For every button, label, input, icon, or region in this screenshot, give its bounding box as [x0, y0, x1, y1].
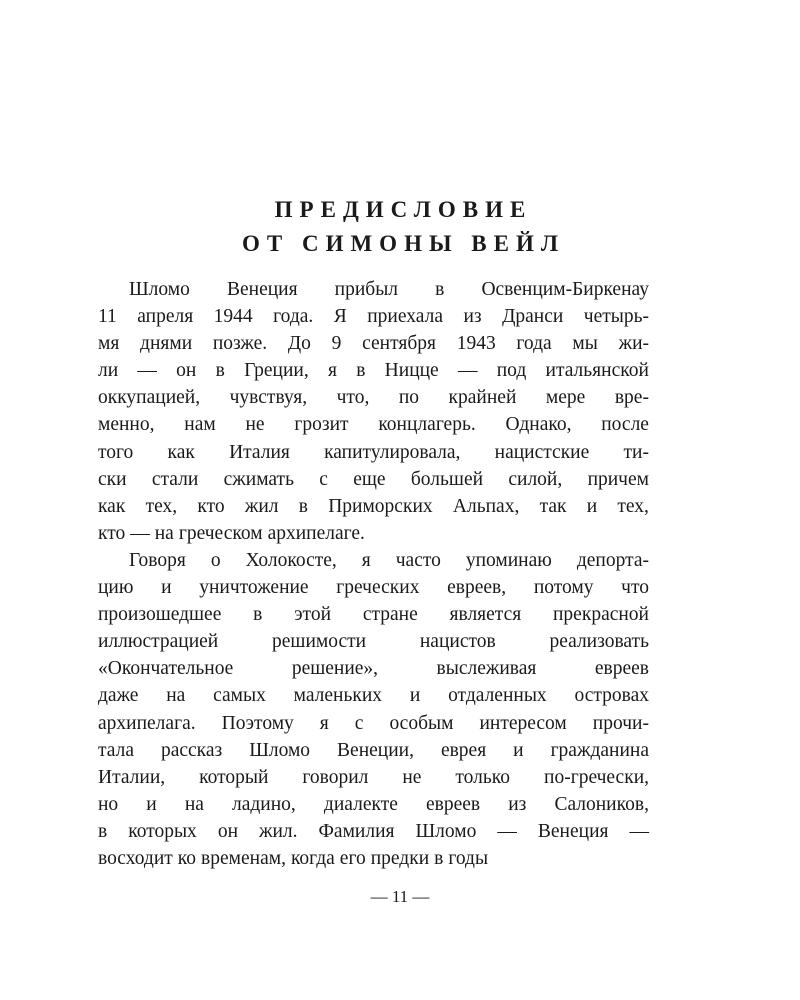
word: тала — [98, 739, 134, 761]
word: силой, — [508, 468, 563, 490]
word: из — [508, 793, 527, 815]
word: Венеция — [537, 820, 609, 842]
word: евреев, — [447, 577, 507, 599]
word: что — [621, 577, 649, 599]
word: До — [287, 333, 311, 355]
word: упоминаю — [465, 549, 552, 571]
text-line — [98, 574, 649, 601]
word: причем — [587, 468, 649, 490]
word: Говоря — [129, 549, 186, 571]
word: Фамилия — [318, 820, 395, 842]
word: 1944 — [213, 306, 253, 328]
word: как — [167, 441, 195, 463]
word: вре- — [614, 387, 649, 409]
word: Шломо — [249, 739, 311, 761]
word: в — [253, 604, 263, 626]
word: года. — [273, 306, 314, 328]
word: ски — [98, 468, 127, 490]
word: архипелага. — [98, 712, 196, 734]
word: прекрасной — [553, 604, 649, 626]
word: итальянской — [545, 360, 649, 382]
word: четырь- — [583, 306, 649, 328]
word: архипелаге. — [267, 522, 365, 544]
word: концлагерь. — [378, 414, 476, 436]
word: тех, — [617, 495, 649, 517]
word: евреев — [425, 793, 481, 815]
text-line — [98, 845, 649, 872]
word: Поэтому — [221, 712, 294, 734]
word: я — [361, 549, 371, 571]
text-line — [98, 303, 649, 330]
word: он — [176, 360, 197, 382]
word: Салоников, — [554, 793, 649, 815]
word: мя — [98, 333, 120, 355]
word: года — [516, 333, 552, 355]
word: решимости — [272, 631, 367, 653]
word: позже. — [212, 333, 268, 355]
word: произошедшее — [98, 604, 222, 626]
text-line — [98, 330, 649, 357]
word: нацистские — [494, 441, 590, 463]
word: кто — [98, 522, 126, 544]
word: под — [496, 360, 527, 382]
word: особым — [389, 712, 454, 734]
word: решение», — [291, 658, 379, 680]
word: и — [409, 685, 421, 707]
word: ти- — [623, 441, 649, 463]
word: рассказ — [160, 739, 223, 761]
word: потому — [533, 577, 594, 599]
text-line — [98, 764, 649, 791]
word: Дранси — [502, 306, 564, 328]
word: иллюстрацией — [98, 631, 219, 653]
word: и — [146, 793, 157, 815]
word: с — [319, 468, 328, 490]
text-line — [98, 466, 649, 493]
word: временам, — [201, 847, 286, 869]
word: ко — [177, 847, 197, 869]
text-line — [98, 628, 649, 655]
word: Италия — [229, 441, 290, 463]
word: так — [539, 495, 567, 517]
word: цию — [98, 577, 134, 599]
word: в — [98, 820, 108, 842]
word: островах — [574, 685, 649, 707]
word: на — [184, 793, 204, 815]
word: прочи- — [592, 712, 649, 734]
text-line — [98, 547, 649, 574]
word: но — [98, 793, 119, 815]
word: по-гречески, — [544, 766, 649, 788]
word: я — [319, 712, 329, 734]
word: восходит — [98, 847, 173, 869]
word: и — [161, 577, 172, 599]
text-line — [98, 737, 649, 764]
word: менно, — [98, 414, 155, 436]
word: Освенцим-Биркенау — [481, 279, 649, 300]
word: стали — [151, 468, 199, 490]
page-number: — 11 — — [370, 887, 430, 906]
word: о — [210, 549, 221, 571]
word: грозит — [294, 414, 349, 436]
word: в — [298, 495, 308, 517]
text-line — [98, 411, 649, 438]
word: этой — [294, 604, 332, 626]
text-line — [98, 655, 649, 682]
word: который — [199, 766, 269, 788]
word: прибыл — [334, 279, 399, 300]
word: греческом — [178, 522, 263, 544]
paragraph — [98, 276, 649, 547]
word: когда — [290, 847, 335, 869]
word: на — [154, 522, 174, 544]
word: ладино, — [232, 793, 296, 815]
text-line — [98, 384, 649, 411]
word: реализовать — [549, 631, 649, 653]
word: которых — [128, 820, 197, 842]
chapter-title — [0, 193, 800, 261]
word: не — [402, 766, 422, 788]
word: и — [586, 495, 598, 517]
word: его — [339, 847, 366, 869]
word: не — [245, 414, 265, 436]
word: даже — [98, 685, 139, 707]
word: приехала — [367, 306, 443, 328]
word: Альпах, — [452, 495, 520, 517]
word: Холокосте, — [245, 549, 337, 571]
word: ли — [98, 360, 119, 382]
word: 1943 — [456, 333, 496, 355]
word: — — [137, 360, 157, 382]
word: — — [457, 360, 478, 382]
word: годы — [448, 847, 489, 869]
word: как — [98, 495, 126, 517]
word: нацистов — [419, 631, 496, 653]
word: мы — [572, 333, 598, 355]
word: Греции, — [244, 360, 309, 382]
paragraph — [98, 547, 649, 872]
word: в — [356, 360, 366, 382]
word: в — [215, 360, 225, 382]
word: тех, — [145, 495, 178, 517]
word: по — [398, 387, 420, 409]
word: большей — [410, 468, 484, 490]
word: евреев — [594, 658, 649, 680]
word: жи- — [618, 333, 649, 355]
word: кто — [197, 495, 225, 517]
text-line — [98, 601, 649, 628]
word: только — [455, 766, 511, 788]
text-line — [98, 818, 649, 845]
word: греческих — [336, 577, 420, 599]
word: на — [166, 685, 186, 707]
word: Я — [333, 306, 347, 328]
word: чувствуя, — [229, 387, 308, 409]
word: нам — [184, 414, 216, 436]
word: в — [434, 847, 444, 869]
word: сентября — [362, 333, 436, 355]
word: маленьких — [293, 685, 383, 707]
word: предки — [370, 847, 430, 869]
word: с — [354, 712, 364, 734]
text-line — [98, 682, 649, 709]
word: 9 — [331, 333, 342, 355]
word: мере — [545, 387, 586, 409]
word: еврея — [440, 739, 487, 761]
word: Ницце — [384, 360, 439, 382]
word: — — [629, 820, 649, 842]
word: сжимать — [223, 468, 294, 490]
word: является — [449, 604, 522, 626]
word: он — [217, 820, 238, 842]
word: днями — [140, 333, 193, 355]
word: еще — [353, 468, 386, 490]
word: оккупацией, — [98, 387, 201, 409]
word: «Окончательное — [98, 658, 234, 680]
word: Приморских — [328, 495, 433, 517]
word: и — [513, 739, 524, 761]
word: я — [327, 360, 337, 382]
word: часто — [395, 549, 441, 571]
word: капитулировала, — [324, 441, 461, 463]
word: Венеция — [226, 279, 298, 300]
word: отдаленных — [448, 685, 547, 707]
word: гражданина — [550, 739, 649, 761]
word: депорта- — [576, 549, 649, 571]
word: в — [435, 279, 445, 300]
word: из — [463, 306, 482, 328]
word: 11 — [98, 306, 117, 328]
text-line — [98, 710, 649, 737]
word: — — [497, 820, 517, 842]
word: апреля — [137, 306, 194, 328]
word: Италии, — [98, 766, 166, 788]
text-line — [98, 276, 649, 303]
word: Однако, — [505, 414, 572, 436]
body-text — [98, 276, 649, 872]
word: жил — [244, 495, 279, 517]
word: Шломо — [129, 279, 190, 300]
word: крайней — [448, 387, 517, 409]
word: стране — [362, 604, 418, 626]
word: того — [98, 441, 134, 463]
word: выслеживая — [436, 658, 537, 680]
word: уничтожение — [199, 577, 309, 599]
word: — — [130, 522, 150, 544]
text-line — [98, 439, 649, 466]
chapter-title-line-2: ОТ СИМОНЫ ВЕЙЛ — [241, 231, 565, 256]
word: интересом — [479, 712, 567, 734]
word: Шломо — [415, 820, 477, 842]
word: говорил — [302, 766, 369, 788]
word: жил. — [259, 820, 298, 842]
text-line — [98, 357, 649, 384]
word: самых — [213, 685, 266, 707]
text-line — [98, 791, 649, 818]
chapter-title-line-1: ПРЕДИСЛОВИЕ — [274, 197, 533, 222]
word: что, — [336, 387, 370, 409]
word: после — [601, 414, 649, 436]
word: Венеции, — [337, 739, 414, 761]
text-line — [98, 520, 649, 547]
word: диалекте — [323, 793, 398, 815]
text-line — [98, 493, 649, 520]
